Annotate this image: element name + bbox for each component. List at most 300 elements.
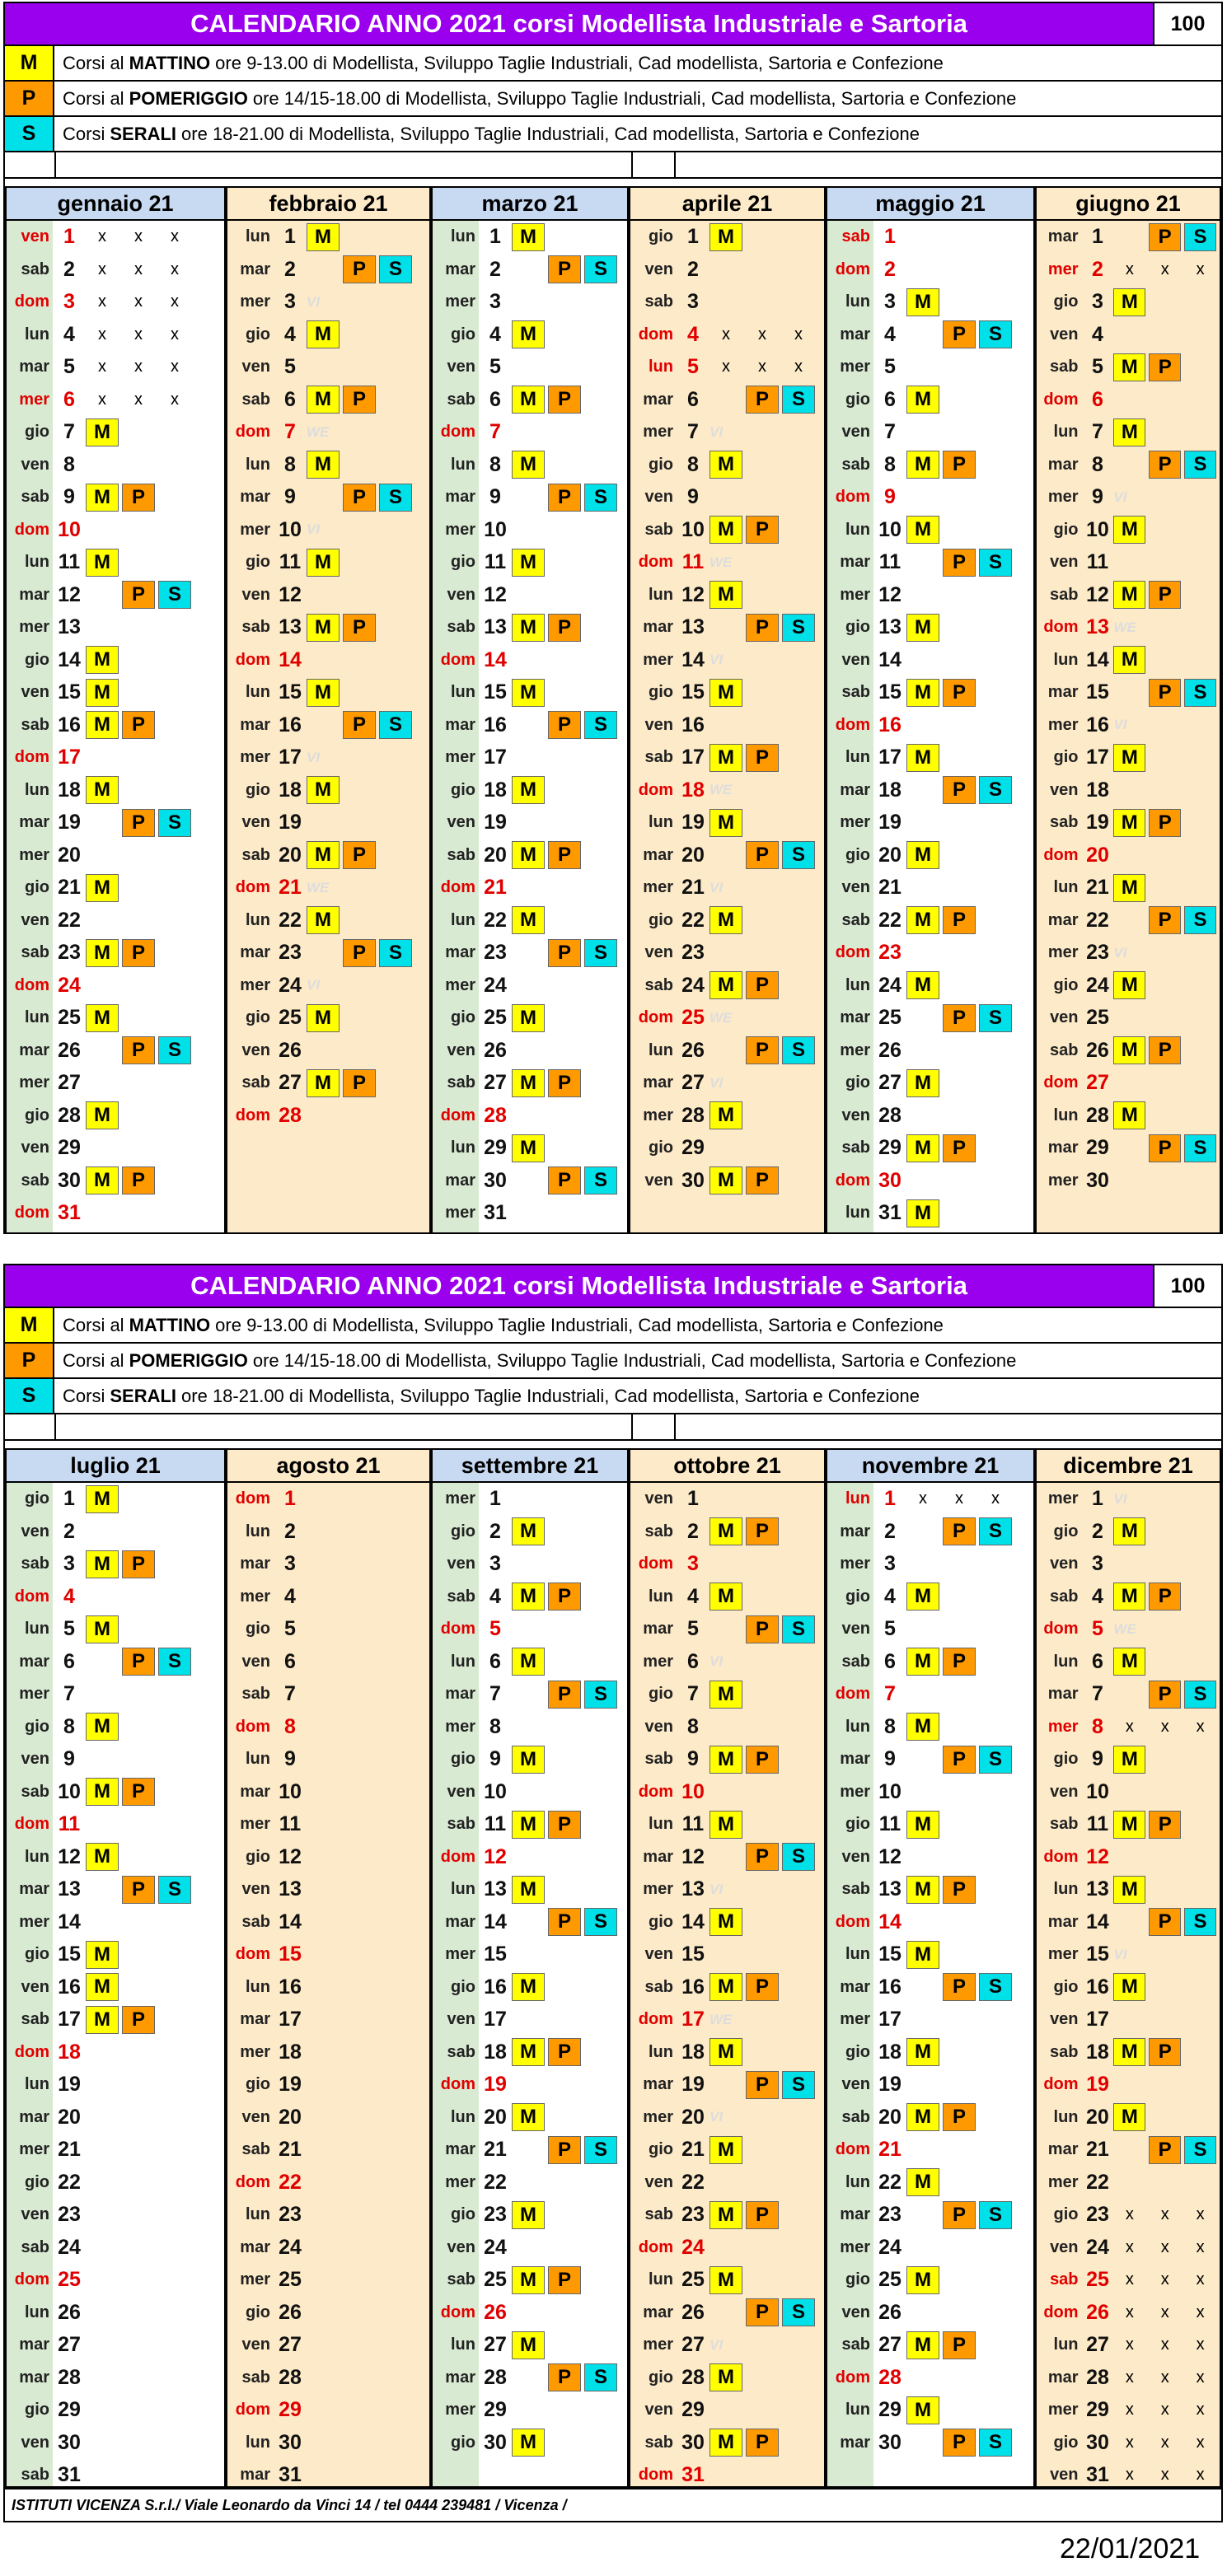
day-row — [433, 1743, 627, 1776]
weekday-label: sab — [447, 2270, 475, 2289]
empty-cell — [86, 2331, 119, 2359]
weekday-label: ven — [21, 910, 49, 929]
morning-course-cell: M — [86, 1101, 119, 1129]
morning-course-cell: M — [906, 906, 939, 934]
afternoon-course-cell: P — [943, 1134, 976, 1162]
empty-cell — [379, 2396, 412, 2424]
weekday-label: dom — [638, 1554, 673, 1573]
faded-note: VI — [710, 1074, 724, 1091]
day-number: 5 — [63, 1617, 75, 1641]
empty-cell — [343, 1973, 376, 2001]
morning-course-cell: M — [906, 2331, 939, 2359]
empty-cell — [343, 679, 376, 707]
empty-cell — [1184, 1778, 1216, 1806]
empty-cell — [584, 1843, 617, 1871]
day-row — [7, 1873, 224, 1906]
weekday-label: dom — [14, 2042, 49, 2061]
weekday-label: dom — [14, 975, 49, 994]
empty-cell — [746, 549, 779, 577]
empty-cell — [1113, 841, 1145, 869]
day-number: 29 — [58, 2398, 81, 2422]
day-number: 18 — [279, 2040, 302, 2064]
empty-cell — [307, 2461, 340, 2490]
day-row — [433, 221, 627, 254]
weekday-label: sab — [1050, 1587, 1079, 1606]
afternoon-course-cell: P — [548, 614, 581, 642]
day-row — [433, 1808, 627, 1841]
day-row — [7, 1776, 224, 1809]
legend-pre: Corsi al — [63, 52, 124, 73]
day-row — [433, 611, 627, 644]
empty-cell — [979, 1908, 1012, 1936]
empty-cell — [782, 2201, 815, 2229]
weekday-label: gio — [845, 1587, 870, 1606]
empty-cell — [906, 809, 939, 837]
empty-cell — [86, 906, 119, 934]
empty-cell — [584, 581, 617, 609]
empty-cell — [379, 2136, 412, 2164]
day-number: 8 — [1091, 452, 1103, 476]
day-row — [433, 2232, 627, 2265]
weekday-label: lun — [246, 2433, 270, 2452]
day-number: 24 — [58, 973, 81, 997]
empty-cell — [906, 2071, 939, 2099]
day-number: 20 — [279, 2105, 302, 2129]
weekday-label: gio — [1053, 292, 1079, 311]
weekday-label: mer — [19, 1685, 49, 1704]
empty-cell — [1113, 1843, 1145, 1871]
day-row — [227, 2036, 429, 2069]
day-row — [827, 1002, 1033, 1035]
day-row — [1037, 1035, 1220, 1068]
empty-cell — [906, 1166, 939, 1194]
empty-cell — [1149, 1746, 1181, 1774]
day-row — [433, 1938, 627, 1971]
day-number: 19 — [1086, 2073, 1109, 2097]
empty-cell — [307, 2396, 340, 2424]
empty-cell — [122, 2429, 155, 2457]
empty-cell — [1149, 1941, 1181, 1969]
day-number: 12 — [279, 1844, 302, 1868]
closed-mark: x — [1196, 2401, 1205, 2419]
weekday-label: lun — [1053, 1880, 1079, 1899]
weekday-label: mar — [240, 943, 270, 962]
weekday-label: mer — [240, 748, 270, 767]
empty-cell — [1184, 1069, 1216, 1097]
day-row — [630, 806, 824, 839]
evening-course-cell: S — [1184, 451, 1216, 479]
weekday-label: mer — [840, 813, 870, 832]
morning-course-cell: M — [307, 451, 340, 479]
day-number: 15 — [1086, 1943, 1109, 1966]
empty-cell — [512, 711, 545, 739]
empty-cell — [1149, 1101, 1181, 1129]
day-number: 23 — [878, 941, 902, 965]
closed-mark: x — [1160, 2303, 1169, 2321]
empty-cell — [343, 1485, 376, 1513]
empty-cell — [943, 2038, 976, 2066]
weekday-label: dom — [835, 488, 870, 507]
morning-course-cell: M — [1113, 1648, 1145, 1676]
empty-cell — [86, 1583, 119, 1611]
day-row — [1037, 2003, 1220, 2036]
day-number: 8 — [489, 452, 501, 476]
weekday-label: sab — [21, 1171, 49, 1190]
day-row — [227, 514, 429, 547]
empty-cell — [943, 2006, 976, 2034]
empty-cell — [158, 1778, 191, 1806]
morning-course-cell: M — [512, 451, 545, 479]
day-row — [1037, 676, 1220, 709]
day-number: 26 — [484, 1038, 507, 1062]
month-body — [827, 221, 1033, 1232]
day-row — [1037, 416, 1220, 449]
morning-course-cell: M — [86, 1973, 119, 2001]
day-number: 28 — [1086, 2365, 1109, 2389]
morning-course-cell: M — [86, 1615, 119, 1643]
day-number: 1 — [687, 1487, 699, 1511]
empty-cell — [746, 1069, 779, 1097]
day-row — [630, 1002, 824, 1035]
weekday-label: lun — [845, 520, 870, 539]
day-row — [433, 579, 627, 612]
faded-note: VI — [710, 1653, 724, 1670]
closed-mark: x — [98, 259, 106, 278]
day-row — [227, 2003, 429, 2036]
day-number: 1 — [284, 1487, 296, 1511]
day-number: 29 — [681, 2398, 705, 2422]
afternoon-course-cell: P — [943, 2331, 976, 2359]
weekday-label: lun — [845, 1717, 870, 1736]
morning-course-cell: M — [906, 1199, 939, 1227]
legend-row-s — [5, 1377, 1221, 1413]
day-row — [1037, 449, 1220, 482]
day-row — [7, 1906, 224, 1939]
empty-cell — [158, 1908, 191, 1936]
weekday-label: gio — [649, 455, 673, 474]
legend-bold: SERALI — [110, 1385, 177, 1406]
empty-cell — [158, 1843, 191, 1871]
empty-cell — [343, 2006, 376, 2034]
day-row — [7, 514, 224, 547]
weekday-label: ven — [644, 488, 673, 507]
empty-cell — [943, 288, 976, 316]
weekday-label: mer — [445, 520, 475, 539]
day-number: 10 — [681, 1779, 705, 1803]
empty-cell — [379, 744, 412, 772]
day-row — [1037, 1132, 1220, 1165]
day-number: 5 — [1091, 355, 1103, 379]
empty-cell — [122, 1517, 155, 1545]
legend-code-m: M — [5, 1308, 54, 1342]
empty-cell — [710, 1615, 742, 1643]
evening-course-cell: S — [584, 484, 617, 512]
day-number: 21 — [58, 876, 81, 900]
closed-mark: x — [758, 325, 766, 344]
weekday-label: mer — [840, 1554, 870, 1573]
day-number: 3 — [687, 290, 699, 314]
weekday-label: lun — [1053, 423, 1079, 442]
day-number: 7 — [63, 1682, 75, 1706]
empty-cell — [584, 1069, 617, 1097]
weekday-label: lun — [451, 1880, 475, 1899]
day-row — [630, 1100, 824, 1133]
empty-cell — [548, 549, 581, 577]
day-number: 14 — [1086, 1910, 1109, 1933]
day-number: 2 — [63, 1519, 75, 1543]
empty-cell — [584, 451, 617, 479]
day-row — [227, 1646, 429, 1679]
closed-mark: x — [1196, 2466, 1205, 2485]
weekday-label: ven — [21, 455, 49, 474]
morning-course-cell: M — [512, 1648, 545, 1676]
empty-cell — [1184, 1648, 1216, 1676]
morning-course-cell: M — [906, 744, 939, 772]
day-number: 5 — [884, 1617, 896, 1641]
empty-cell — [379, 2168, 412, 2196]
morning-course-cell: M — [86, 776, 119, 804]
empty-cell — [1149, 939, 1181, 967]
day-number: 4 — [1091, 1584, 1103, 1608]
empty-cell — [343, 1517, 376, 1545]
closed-mark: x — [794, 358, 803, 376]
closed-mark: x — [1160, 2368, 1169, 2387]
day-row — [227, 611, 429, 644]
weekday-label: lun — [246, 1522, 270, 1540]
empty-cell — [979, 1648, 1012, 1676]
empty-cell — [943, 2363, 976, 2391]
weekday-label: mar — [643, 2303, 673, 2321]
weekday-label: mer — [240, 292, 270, 311]
weekday-label: mar — [840, 553, 870, 572]
day-number: 14 — [58, 1910, 81, 1933]
day-row — [630, 2003, 824, 2036]
empty-cell — [379, 1101, 412, 1129]
day-row — [1037, 2036, 1220, 2069]
empty-cell — [158, 841, 191, 869]
afternoon-course-cell: P — [548, 2136, 581, 2164]
day-number: 22 — [484, 2170, 507, 2194]
empty-cell — [782, 1583, 815, 1611]
weekday-label: dom — [14, 292, 49, 311]
empty-cell — [379, 1583, 412, 1611]
weekday-label: ven — [21, 1522, 49, 1540]
empty-cell — [512, 2136, 545, 2164]
weekday-label: lun — [845, 2172, 870, 2191]
day-row — [1037, 1841, 1220, 1874]
morning-course-cell: M — [1113, 1811, 1145, 1839]
closed-mark: x — [955, 1489, 963, 1508]
afternoon-course-cell: P — [746, 1746, 779, 1774]
day-number: 31 — [681, 2463, 705, 2487]
weekday-label: dom — [835, 2140, 870, 2159]
empty-cell — [379, 2298, 412, 2326]
day-number: 6 — [1092, 387, 1103, 411]
closed-mark: x — [134, 259, 143, 278]
morning-course-cell: M — [710, 2136, 742, 2164]
afternoon-course-cell: P — [943, 1876, 976, 1904]
day-number: 9 — [63, 1747, 75, 1771]
morning-course-cell: M — [512, 1134, 545, 1162]
day-number: 12 — [484, 582, 507, 606]
empty-cell — [1149, 1876, 1181, 1904]
day-row — [7, 611, 224, 644]
weekday-label: sab — [1050, 1040, 1079, 1059]
day-row — [7, 676, 224, 709]
day-number: 5 — [63, 355, 75, 379]
morning-course-cell: M — [710, 1166, 742, 1194]
empty-cell — [943, 1069, 976, 1097]
empty-cell — [1149, 320, 1181, 348]
empty-cell — [1184, 320, 1216, 348]
day-row — [630, 2394, 824, 2427]
day-row — [827, 351, 1033, 384]
weekday-label: ven — [644, 1171, 673, 1190]
empty-cell — [943, 2396, 976, 2424]
faded-note: VI — [710, 1881, 724, 1897]
empty-cell — [343, 1876, 376, 1904]
weekday-label: mer — [643, 2107, 673, 2126]
day-number: 4 — [884, 1584, 896, 1608]
day-row — [433, 1165, 627, 1198]
day-row — [433, 319, 627, 352]
weekday-label: sab — [241, 390, 270, 409]
day-row — [1037, 2199, 1220, 2232]
day-number: 30 — [484, 2430, 507, 2454]
weekday-label: mer — [445, 1945, 475, 1964]
day-row — [827, 221, 1033, 254]
empty-cell — [1113, 1908, 1145, 1936]
weekday-label: mer — [840, 585, 870, 604]
day-number: 2 — [884, 1519, 896, 1543]
day-row — [227, 286, 429, 319]
day-row — [227, 254, 429, 287]
empty-cell — [343, 2429, 376, 2457]
empty-cell — [307, 2233, 340, 2261]
weekday-label: sab — [447, 2042, 475, 2061]
morning-course-cell: M — [906, 1134, 939, 1162]
empty-cell — [746, 1134, 779, 1162]
day-number: 23 — [681, 2203, 705, 2227]
day-number: 9 — [687, 485, 699, 509]
empty-cell — [906, 646, 939, 674]
empty-cell — [584, 1036, 617, 1064]
empty-cell — [379, 1069, 412, 1097]
empty-cell — [307, 1485, 340, 1513]
empty-cell — [158, 614, 191, 642]
morning-course-cell: M — [1113, 1973, 1145, 2001]
closed-mark: x — [1160, 2433, 1169, 2452]
empty-cell — [548, 2103, 581, 2131]
weekday-label: mer — [19, 2140, 49, 2159]
day-number: 8 — [63, 1714, 75, 1738]
empty-cell — [1149, 2103, 1181, 2131]
empty-cell — [379, 2103, 412, 2131]
empty-cell — [584, 1973, 617, 2001]
empty-cell — [943, 809, 976, 837]
morning-course-cell: M — [512, 1876, 545, 1904]
evening-course-cell: S — [584, 1681, 617, 1709]
weekday-label: dom — [235, 1717, 270, 1736]
empty-cell — [906, 1517, 939, 1545]
empty-cell — [158, 906, 191, 934]
legend-row-m — [5, 1307, 1221, 1342]
day-number: 23 — [1086, 2203, 1109, 2227]
evening-course-cell: S — [584, 1166, 617, 1194]
empty-cell — [746, 484, 779, 512]
empty-cell — [343, 1101, 376, 1129]
weekday-label: gio — [1053, 2205, 1079, 2224]
day-number: 1 — [1092, 1487, 1103, 1511]
day-number: 28 — [279, 2365, 302, 2389]
weekday-label: lun — [25, 325, 49, 344]
month-10 — [629, 1448, 826, 2488]
day-number: 23 — [58, 941, 81, 965]
weekday-label: mar — [240, 2010, 270, 2029]
closed-mark: x — [134, 292, 143, 311]
weekday-label: ven — [841, 650, 870, 669]
empty-cell — [782, 939, 815, 967]
day-number: 8 — [284, 452, 296, 476]
weekday-label: sab — [1050, 585, 1079, 604]
weekday-label: mar — [445, 1912, 475, 1931]
empty-cell — [782, 971, 815, 999]
day-number: 15 — [681, 680, 705, 704]
morning-course-cell: M — [906, 614, 939, 642]
empty-cell — [548, 2201, 581, 2229]
empty-cell — [379, 451, 412, 479]
evening-course-cell: S — [979, 1973, 1012, 2001]
legend-pre: Corsi al — [63, 1349, 124, 1371]
empty-cell — [86, 2396, 119, 2424]
weekday-label: sab — [21, 1782, 49, 1801]
closed-mark: x — [1196, 2433, 1205, 2452]
empty-cell — [343, 2038, 376, 2066]
day-row — [433, 872, 627, 905]
morning-course-cell: M — [307, 320, 340, 348]
day-number: 17 — [484, 2008, 507, 2031]
morning-course-cell: M — [86, 1004, 119, 1032]
day-number: 21 — [1086, 876, 1109, 900]
weekday-label: lun — [451, 455, 475, 474]
day-row — [227, 839, 429, 872]
empty-cell — [512, 2168, 545, 2196]
empty-cell — [86, 1069, 119, 1097]
closed-mark: x — [1160, 2335, 1169, 2354]
weekday-label: sab — [447, 845, 475, 864]
weekday-label: mar — [240, 715, 270, 734]
day-row — [1037, 2459, 1220, 2492]
day-row — [1037, 1613, 1220, 1646]
day-row — [7, 1841, 224, 1874]
afternoon-course-cell: P — [548, 1583, 581, 1611]
afternoon-course-cell: P — [548, 2266, 581, 2294]
empty-cell — [307, 1713, 340, 1741]
empty-cell — [584, 906, 617, 934]
closed-mark: x — [98, 292, 106, 311]
weekday-label: mar — [643, 1620, 673, 1639]
day-row — [7, 1516, 224, 1549]
empty-cell — [782, 1069, 815, 1097]
day-number: 14 — [279, 648, 302, 671]
afternoon-course-cell: P — [1149, 809, 1181, 837]
weekday-label: ven — [841, 2075, 870, 2094]
closed-mark: x — [98, 227, 106, 246]
day-row — [7, 1581, 224, 1614]
day-number: 17 — [279, 2008, 302, 2031]
empty-cell — [512, 516, 545, 544]
empty-cell — [782, 1550, 815, 1578]
